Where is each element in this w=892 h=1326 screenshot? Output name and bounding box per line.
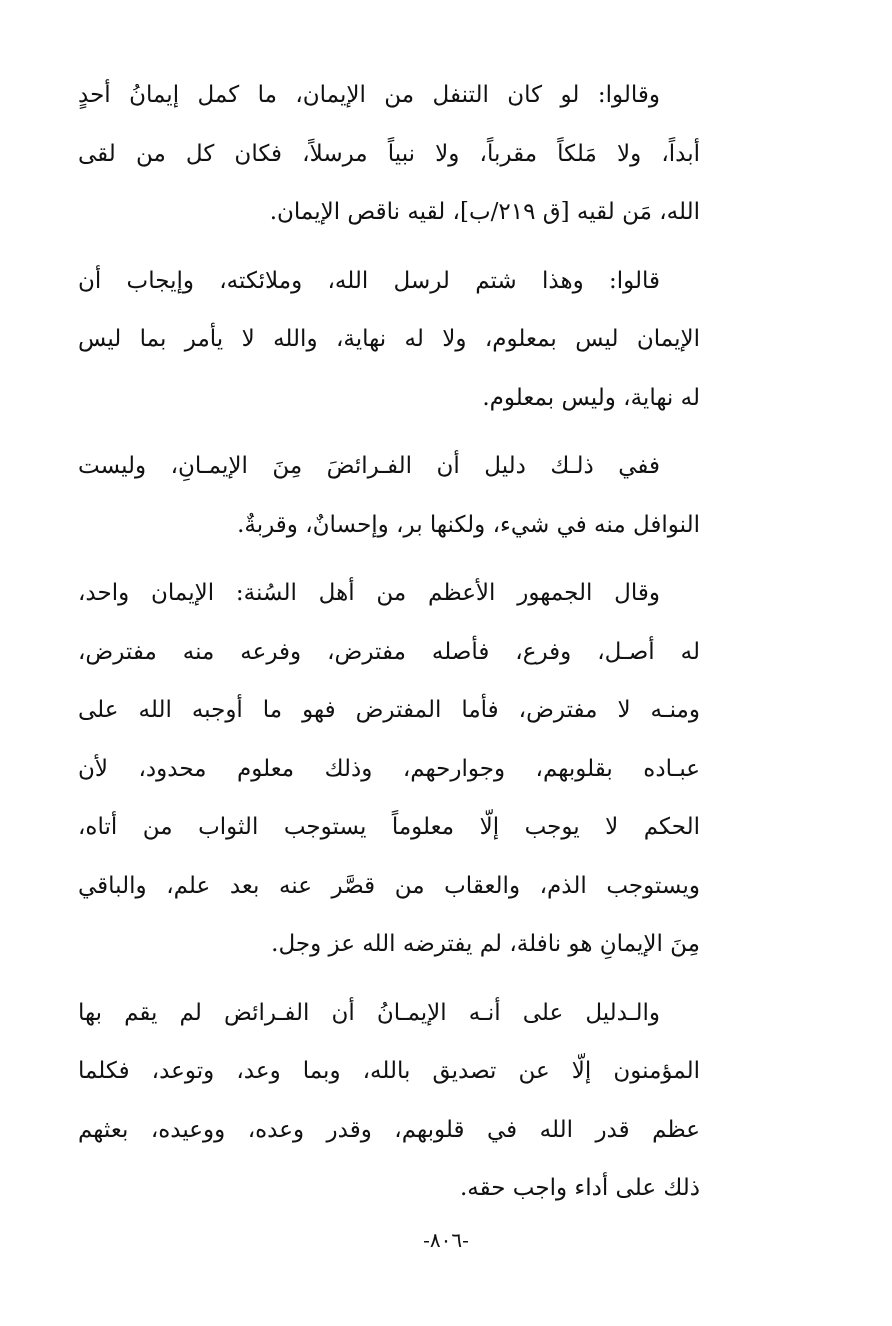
text-line: النوافل منه في شيء، ولكنها بر، وإحسانٌ، وقربةٌ. [237, 511, 700, 538]
text-line: عبـاده بقلوبهم، وجوارحهم، وذلك معلوم محدود، لأن [78, 755, 700, 782]
text-line: الإيمان ليس بمعلوم، ولا له نهاية، والله لا يأمر بما ليس [78, 326, 700, 352]
text-line: له أصـل، وفرع، فأصله مفترض، وفرعه منه مفترض، [78, 638, 700, 665]
paragraph-2 [78, 252, 700, 428]
text-line: ففي ذلـك دليل أن الفـرائضَ مِنَ الإيمـانِ، وليست [78, 453, 660, 479]
text-line: قالوا: وهذا شتم لرسل الله، وملائكته، وإيجاب أن [78, 267, 660, 294]
paragraph-3 [78, 437, 700, 554]
text-line: والـدليل على أنـه الإيمـانُ أن الفـرائض لم يقم بها [78, 999, 660, 1026]
text-line: الحكم لا يوجب إلّا معلوماً يستوجب الثواب من أتاه، [78, 814, 700, 840]
text-line: وقال الجمهور الأعظم من أهل السُنة: الإيمان واحد، [78, 580, 660, 606]
paragraph-1 [78, 66, 700, 242]
page-number: -٨٠٦- [423, 1228, 469, 1252]
text-line: أبداً، ولا مَلكاً مقرباً، ولا نبياً مرسلاً، فكان كل من لقى [78, 140, 700, 167]
text-line: ذلك على أداء واجب حقه. [459, 1175, 700, 1201]
text-line: عظم قدر الله في قلوبهم، وقدر وعده، ووعيده، بعثهم [78, 1116, 700, 1143]
text-line: المؤمنون إلّا عن تصديق بالله، وبما وعد، وتوعد، فكلما [78, 1058, 700, 1084]
text-line: الله، مَن لقيه [ق ٢١٩/ب]، لقيه ناقص الإيمان. [269, 199, 700, 225]
paragraph-4 [78, 564, 700, 974]
text-line: وقالوا: لو كان التنفل من الإيمان، ما كمل إيمانُ أحدٍ [78, 82, 660, 108]
text-line: مِنَ الإيمانِ هو نافلة، لم يفترضه الله عز وجل. [271, 931, 700, 957]
text-line: ومنـه لا مفترض، فأما المفترض فهو ما أوجبه الله على [78, 697, 700, 723]
paragraph-5 [78, 984, 700, 1218]
text-line: له نهاية، وليس بمعلوم. [482, 384, 700, 411]
page-body [78, 66, 700, 1228]
text-line: ويستوجب الذم، والعقاب من قصَّر عنه بعد علم، والباقي [78, 872, 700, 899]
